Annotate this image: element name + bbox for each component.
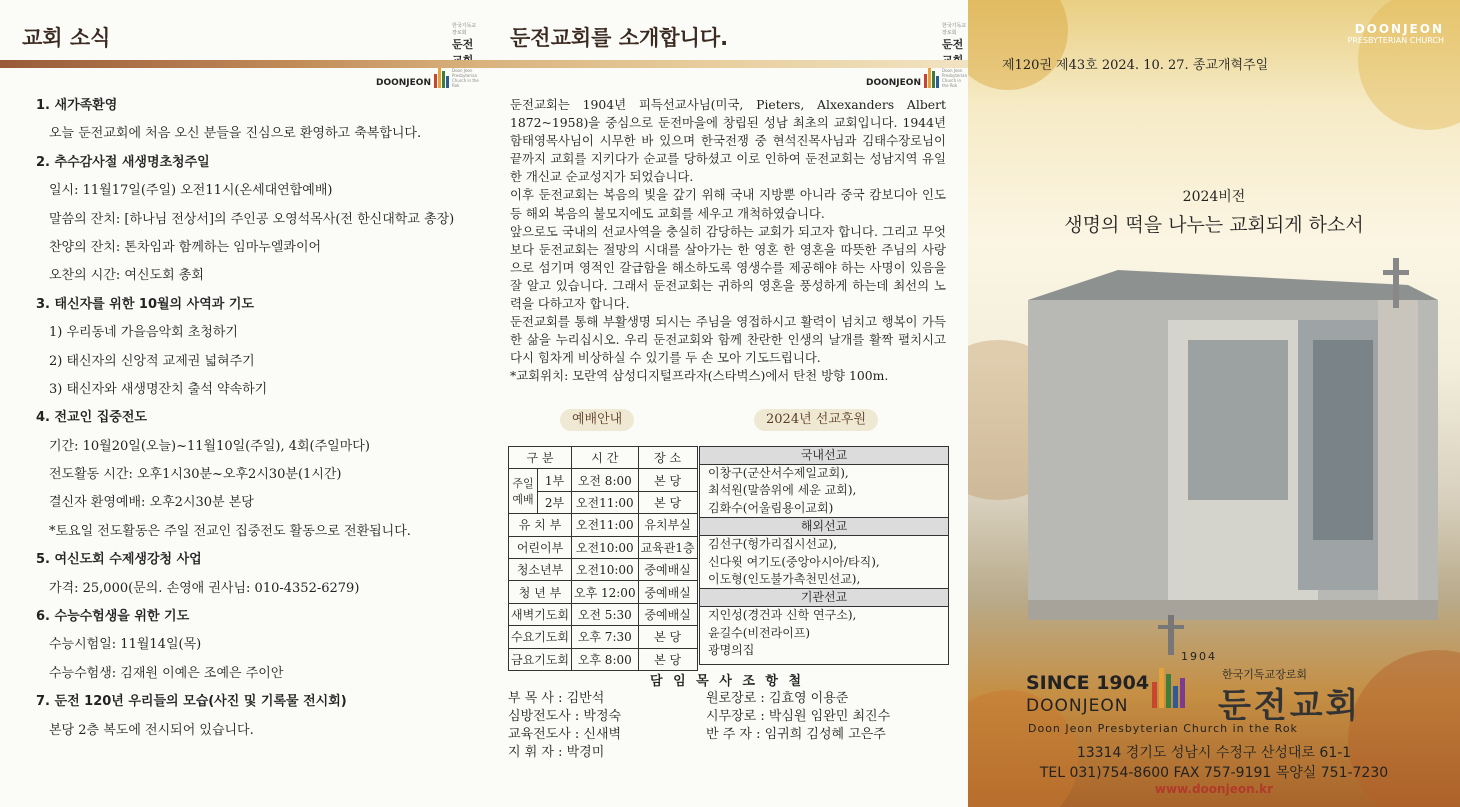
table-cell: 오전11:00 [572,491,639,513]
church-building-icon [1028,258,1438,655]
table-cell: 본 당 [638,491,697,513]
table-cell: 오전 8:00 [572,469,639,491]
vision-label: 2024비전 [1182,189,1246,205]
table-cell: 새벽기도회 [509,603,572,625]
mission-item: 지인성(경건과 신학 연구소), [708,608,857,623]
table-cell: 중예배실 [638,581,697,603]
news-line: 3) 태신자와 새생명잔치 출석 약속하기 [49,381,268,397]
worship-table [508,446,698,671]
staff-list-left [508,690,621,762]
news-title: 교회 소식 [22,26,111,50]
mission-item: 최석원(말씀위에 세운 교회), [708,483,857,498]
senior-pastor: 담 임 목 사 조 항 철 [650,674,805,689]
worship-label: 예배안내 [560,409,634,431]
mission-item: 광명의집 [708,643,755,658]
staff-item: 원로장로 : 김효영 이용준 [706,691,849,706]
mission-item: 김화수(어울림용이교회) [708,500,834,515]
table-cell: 교육관1층 [638,536,697,558]
news-line: 오늘 둔전교회에 처음 오신 분들을 진심으로 환영하고 축복합니다. [49,126,422,142]
intro-paragraph: 앞으로도 국내의 선교사역을 충실히 감당하는 교회가 되고자 합니다. 그리고 무엇보다 둔전교회는 절망의 시대를 살아가는 한 영혼 한 영혼을 따뜻한 주님의 사랑으로 섬기며 영적인 갈급함을 해소하도록 영생수를 제공해야 하는 사명이 있음을 잘 알고 있습니다. 그래서 둔전교회는 귀하의 영혼을 풍성하게 하는데 최선의 노력을 다하고자 합니다. [510,223,946,312]
intro-text [510,96,946,386]
news-line: 기간: 10월20일(오늘)~11월10일(주일), 4회(주일마다) [49,438,370,454]
staff-item: 반 주 자 : 임귀희 김성혜 고은주 [706,727,886,742]
intro-title: 둔전교회를 소개합니다. [510,26,729,50]
news-heading: 3. 태신자를 위한 10월의 사역과 기도 [36,296,254,312]
table-cell: 오후 7:30 [572,626,639,648]
mission-item: 신다윗 여기도(중앙아시아/타직), [708,554,880,569]
table-header: 구 분 [509,447,572,469]
denomination: 한국기독교장로회 [1222,668,1308,681]
table-cell: 본 당 [638,469,697,491]
table-header-row [509,447,698,469]
cover-panel [968,0,1460,807]
news-line: 일시: 11월17일(주일) 오전11시(온세대연합예배) [49,183,333,199]
brand-text: DOONJEON [1026,696,1129,716]
mission-heading: 국내선교 [700,447,948,465]
phone-numbers: TEL 031)754-8600 FAX 757-9191 목양실 751-7230 [1039,765,1389,781]
header-rule-2 [480,60,968,68]
table-row [509,648,698,670]
mission-item: 이도형(인도불가촉천민선교), [708,572,861,587]
news-line: 가격: 25,000(문의. 손영애 권사님: 010-4352-6279) [49,580,360,596]
table-cell: 오전10:00 [572,558,639,580]
english-name: Doon Jeon Presbyterian Church in the Rok [1028,722,1298,735]
staff-item: 심방전도사 : 박정숙 [508,709,622,724]
news-line: 결신자 환영예배: 오후2시30분 본당 [49,495,254,511]
intro-paragraph: 둔전교회를 통해 부활생명 되시는 주님을 영접하시고 활력이 넘치고 행복이 가득한 삶을 누리십시오. 우리 둔전교회와 함께 찬란한 인생의 날개를 활짝 펼치시고 다시 힘차게 비상하실 수 있기를 두 손 모아 기도드립니다. [510,314,946,366]
news-line: 수능수험생: 김재원 이예은 조예은 주이안 [49,665,284,681]
table-row [509,536,698,558]
table-cell: 1부 [538,469,572,491]
news-line: 찬양의 잔치: 톤차임과 함께하는 임마누엘콰이어 [49,239,322,255]
mission-item: 윤길수(비전라이프) [708,625,811,640]
news-line: 전도활동 시간: 오후1시30분~오후2시30분(1시간) [49,467,342,483]
mission-heading: 해외선교 [700,517,948,536]
table-cell: 유치부실 [638,514,697,536]
news-line: *토요일 전도활동은 주일 전교인 집중전도 활동으로 전환됩니다. [49,523,411,539]
table-cell: 2부 [538,491,572,513]
table-cell: 중예배실 [638,603,697,625]
news-heading: 2. 추수감사절 새생명초청주일 [36,154,210,170]
mission-item: 김선구(헝가리집시선교), [708,537,838,552]
mission-heading: 기관선교 [700,588,948,607]
logo-bars-icon [924,68,939,88]
table-cell: 중예배실 [638,558,697,580]
table-cell: 본 당 [638,626,697,648]
table-cell: 수요기도회 [509,626,572,648]
header-rule [0,60,480,68]
address: 13314 경기도 성남시 수정구 산성대로 61-1 [1076,745,1352,761]
table-cell: 오후 12:00 [572,581,639,603]
table-cell: 청 년 부 [509,581,572,603]
table-row [509,491,698,513]
staff-item: 교육전도사 : 신새벽 [508,727,622,742]
table-row [509,581,698,603]
intro-paragraph: 이후 둔전교회는 복음의 빛을 갚기 위해 국내 지방뿐 아니라 중국 캄보디아 인도 등 해외 복음의 불모지에도 교회를 세우고 개척하였습니다. [510,187,946,221]
news-line: 1) 우리동네 가을음악회 초청하기 [49,325,238,341]
church-logo-icon [1152,668,1185,708]
staff-list-right [706,690,890,744]
church-logo-2: DOONJEON 한국기독교장로회 둔전 Doon Jeon Presbyterian Church in the Rok [866,23,968,88]
news-line: 본당 2층 복도에 전시되어 있습니다. [49,722,254,738]
staff-item: 부 목 사 : 김반석 [508,691,605,706]
news-heading: 5. 여신도회 수제생강청 사업 [36,552,202,568]
mission-label: 2024년 선교후원 [754,409,878,431]
intro-paragraph: *교회위치: 모란역 삼성디지털프라자(스타벅스)에서 탄천 방향 100m. [510,368,889,384]
logo-bars-icon [434,68,449,88]
table-row [509,626,698,648]
table-header: 시 간 [572,447,639,469]
intro-panel [480,0,968,807]
church-name: 둔전교회 [1218,686,1362,726]
news-line: 오찬의 시간: 여신도회 총회 [49,268,204,284]
staff-item: 시무장로 : 박심원 임완민 최진수 [706,709,891,724]
table-row [509,469,698,491]
table-cell: 금요기도회 [509,648,572,670]
table-cell: 어린이부 [509,536,572,558]
since-text: SINCE 1904 [1026,672,1150,694]
table-header: 장 소 [638,447,697,469]
table-cell: 유 치 부 [509,514,572,536]
staff-item: 지 휘 자 : 박경미 [508,745,605,760]
news-heading: 7. 둔전 120년 우리들의 모습(사진 및 기록물 전시회) [36,694,347,710]
table-row [509,558,698,580]
table-cell: 본 당 [638,648,697,670]
news-heading: 4. 전교인 집중전도 [36,410,147,426]
year-text: 1904 [1181,650,1217,663]
mission-item: 이창구(군산서수제일교회), [708,466,849,480]
news-line: 말씀의 잔치: [하나님 전상서]의 주인공 오영석목사(전 한신대학교 총장) [49,211,455,227]
table-cell: 오후 8:00 [572,648,639,670]
table-cell: 오전 5:30 [572,603,639,625]
news-heading: 1. 새가족환영 [36,98,118,113]
intro-paragraph: 둔전교회는 1904년 피득선교사님(미국, Pieters, Alxexanders Albert 1872~1958)을 중심으로 둔전마을에 창립된 성남 최초의 교회입니다. 1944년 함태영목사님이 시무한 바 있으며 한국전쟁 중 현석진목사님과 김태수장로님이 끝까지 교회를 지키다가 순교를 당하셨고 이로 인하여 둔전교회는 성남지역 유일한 개신교 순교성지가 되었습니다. [510,97,946,185]
news-line: 수능시험일: 11월14일(목) [49,637,202,653]
news-list [36,96,466,749]
table-row [509,514,698,536]
table-cell: 오전11:00 [572,514,639,536]
sunday-label: 주일 예배 [509,469,538,514]
website-link[interactable]: www.doonjeon.kr [1154,782,1274,796]
table-cell: 청소년부 [509,558,572,580]
mission-box [699,446,949,665]
news-line: 2) 태신자의 신앙적 교제권 넓혀주기 [49,353,255,369]
church-logo: DOONJEON 한국기독교장로회 둔전 Doon Jeon Presbyterian Church in the Rok [376,23,479,88]
news-panel [0,0,480,807]
table-row [509,603,698,625]
news-heading: 6. 수능수험생을 위한 기도 [36,609,190,625]
brand-corner: DOONJEON PRESBYTERIAN CHURCH [1347,22,1444,45]
vision-text: 생명의 떡을 나누는 교회되게 하소서 [1064,214,1364,236]
table-cell: 오전10:00 [572,536,639,558]
issue-date: 제120권 제43호 2024. 10. 27. 종교개혁주일 [1002,58,1269,73]
